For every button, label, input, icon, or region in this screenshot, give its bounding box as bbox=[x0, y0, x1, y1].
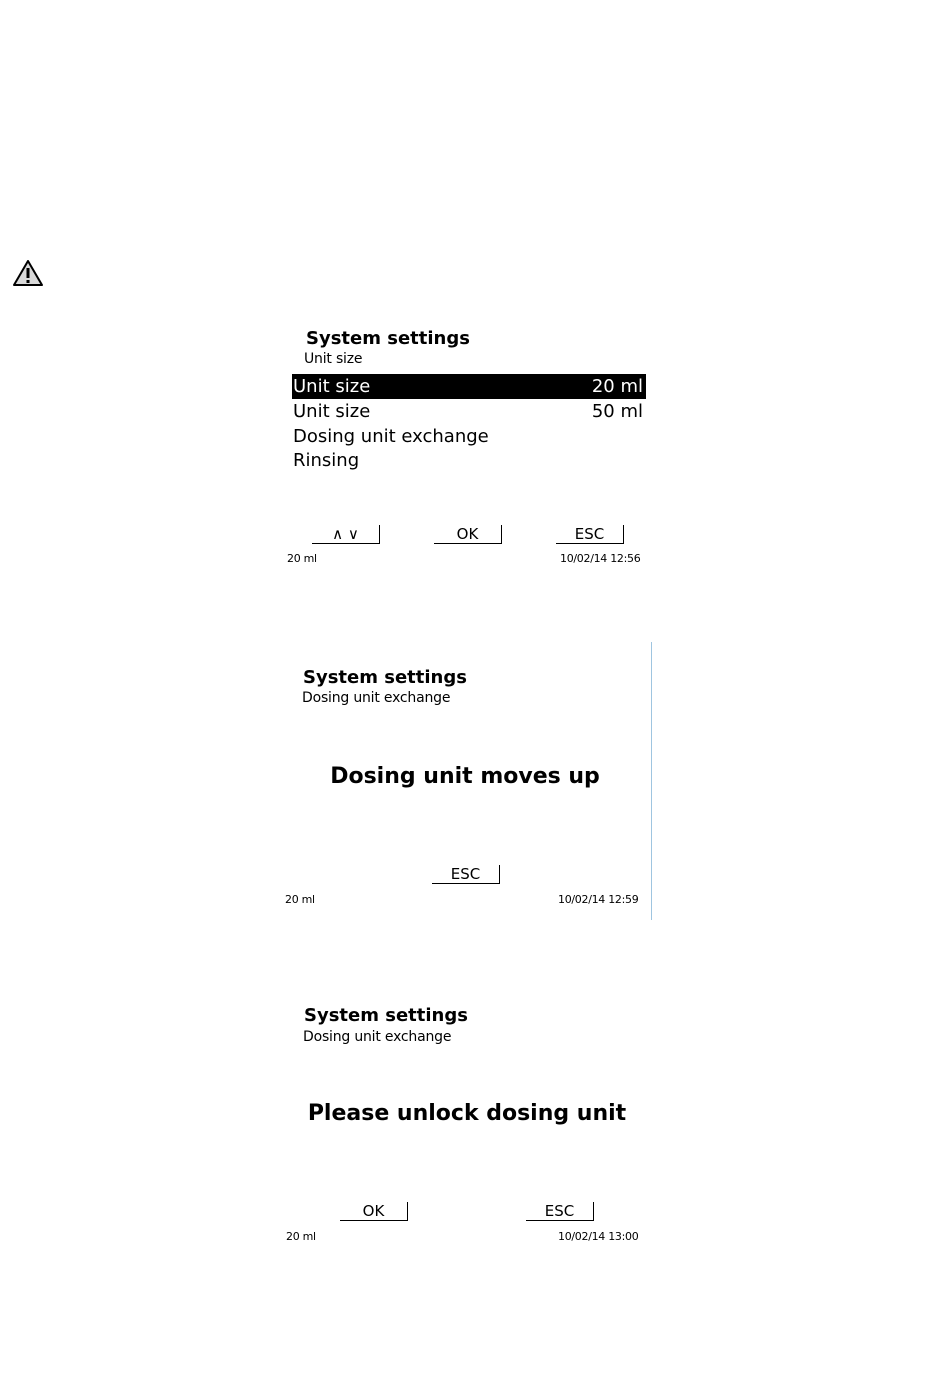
status-datetime: 10/02/14 12:56 bbox=[560, 552, 641, 565]
status-datetime: 10/02/14 13:00 bbox=[558, 1230, 639, 1243]
menu-item-label: Unit size bbox=[293, 376, 371, 397]
menu-item-unit-size-20[interactable] bbox=[292, 374, 646, 399]
ok-softkey[interactable]: OK bbox=[434, 525, 502, 544]
up-down-softkey[interactable]: ∧ ∨ bbox=[312, 525, 380, 544]
menu-item-rinsing[interactable] bbox=[292, 448, 646, 473]
menu-item-dosing-unit-exchange[interactable] bbox=[292, 424, 646, 449]
ok-softkey[interactable]: OK bbox=[340, 1202, 408, 1221]
screen-unlock-dosing-unit bbox=[282, 1000, 654, 1250]
menu-item-label: Dosing unit exchange bbox=[293, 426, 489, 447]
screen-subtitle: Unit size bbox=[304, 351, 363, 367]
menu-item-unit-size-50[interactable] bbox=[292, 399, 646, 424]
menu-item-label: Rinsing bbox=[293, 450, 360, 471]
screen-dosing-unit-moves-up bbox=[282, 642, 654, 920]
status-message: Dosing unit moves up bbox=[330, 764, 600, 789]
screen-title: System settings bbox=[306, 328, 470, 349]
esc-softkey[interactable]: ESC bbox=[432, 865, 500, 884]
esc-softkey[interactable]: ESC bbox=[526, 1202, 594, 1221]
menu-item-value: 20 ml bbox=[591, 376, 643, 397]
screen-title: System settings bbox=[304, 1005, 468, 1026]
menu-item-value: 50 ml bbox=[591, 401, 643, 422]
screen-unit-size bbox=[287, 326, 652, 571]
screen-subtitle: Dosing unit exchange bbox=[303, 1029, 452, 1045]
menu-item-label: Unit size bbox=[293, 401, 371, 422]
esc-softkey[interactable]: ESC bbox=[556, 525, 624, 544]
status-message: Please unlock dosing unit bbox=[307, 1101, 627, 1126]
status-unit-size: 20 ml bbox=[287, 552, 317, 565]
screen-subtitle: Dosing unit exchange bbox=[302, 690, 451, 706]
status-unit-size: 20 ml bbox=[285, 893, 315, 906]
screen-edge-line bbox=[651, 642, 652, 920]
warning-icon bbox=[12, 259, 44, 287]
status-unit-size: 20 ml bbox=[286, 1230, 316, 1243]
screen-title: System settings bbox=[303, 667, 467, 688]
status-datetime: 10/02/14 12:59 bbox=[558, 893, 639, 906]
